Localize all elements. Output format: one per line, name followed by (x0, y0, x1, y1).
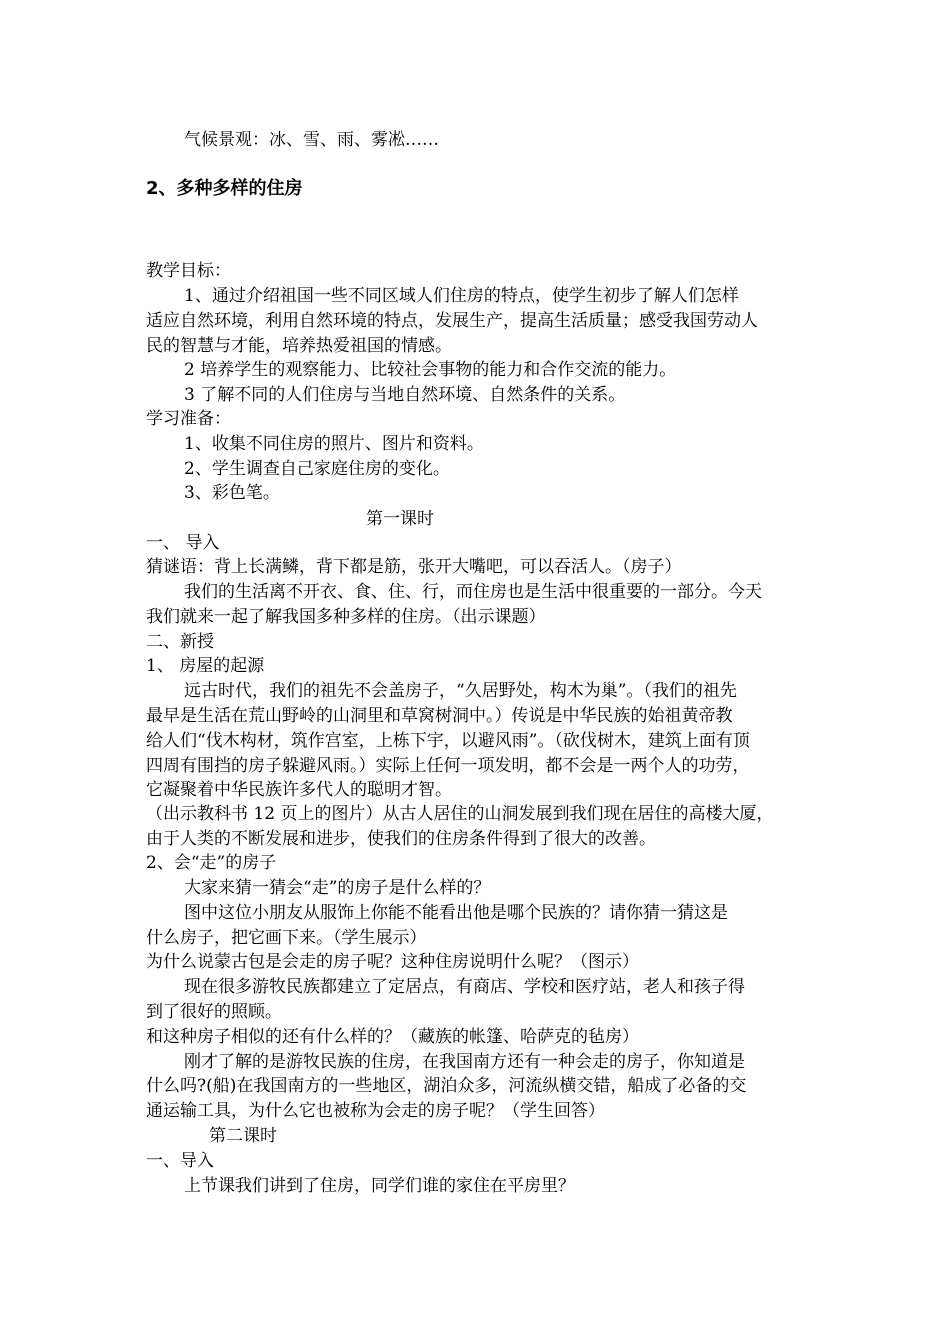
goal-line: 1、通过介绍祖国一些不同区域人们住房的特点，使学生初步了解人们怎样 (184, 286, 739, 306)
lesson-line: 远古时代，我们的祖先不会盖房子，“久居野处，构木为巢”。（我们的祖先 (184, 681, 737, 701)
goals-title: 教学目标： (146, 261, 231, 281)
lesson-line: 图中这位小朋友从服饰上你能不能看出他是哪个民族的？请你猜一猜这是 (184, 903, 728, 923)
lesson-line: 一、 导入 (146, 533, 220, 553)
lesson-line: 2、会“走”的房子 (146, 853, 277, 873)
lesson-line: 一、导入 (146, 1151, 214, 1171)
lesson-line: （出示教科书 12 页上的图片）从古人居住的山洞发展到我们现在居住的高楼大厦， (146, 804, 774, 824)
lesson-line: 我们就来一起了解我国多种多样的住房。（出示课题） (146, 607, 546, 627)
prep-item: 3、彩色笔。 (184, 483, 280, 503)
lesson-line: 大家来猜一猜会“走”的房子是什么样的？ (184, 878, 491, 898)
lesson-line: 最早是生活在荒山野岭的山洞里和草窝树洞中。）传说是中华民族的始祖黄帝教 (146, 706, 733, 726)
goal-line: 民的智慧与才能，培养热爱祖国的情感。 (146, 336, 452, 356)
goal-line: 2 培养学生的观察能力、比较社会事物的能力和合作交流的能力。 (184, 360, 677, 380)
goal-line: 3 了解不同的人们住房与当地自然环境、自然条件的关系。 (184, 385, 626, 405)
prep-item: 1、收集不同住房的照片、图片和资料。 (184, 434, 484, 454)
prep-title: 学习准备： (146, 409, 231, 429)
lesson-line: 给人们“伐木构材，筑作宫室，上栋下宇，以避风雨”。（砍伐树木，建筑上面有顶 (146, 731, 750, 751)
lesson-line: 什么吗?(船)在我国南方的一些地区，湖泊众多，河流纵横交错，船成了必备的交 (146, 1076, 747, 1096)
lesson-line: 由于人类的不断发展和进步，使我们的住房条件得到了很大的改善。 (146, 829, 656, 849)
lesson-line: 上节课我们讲到了住房，同学们谁的家住在平房里？ (184, 1176, 575, 1196)
lesson-line: 现在很多游牧民族都建立了定居点，有商店、学校和医疗站，老人和孩子得 (184, 977, 745, 997)
lesson-line: 四周有围挡的房子躲避风雨。）实际上任何一项发明，都不会是一两个人的功劳， (146, 756, 750, 776)
lesson-line: 我们的生活离不开衣、食、住、行，而住房也是生活中很重要的一部分。今天 (184, 582, 762, 602)
lesson2-title: 第二课时 (209, 1126, 277, 1146)
goal-line: 适应自然环境，利用自然环境的特点，发展生产，提高生活质量；感受我国劳动人 (146, 311, 758, 331)
prep-item: 2、学生调查自己家庭住房的变化。 (184, 459, 450, 479)
section-heading: 2、多种多样的住房 (146, 178, 303, 199)
lesson-line: 刚才了解的是游牧民族的住房，在我国南方还有一种会走的房子，你知道是 (184, 1052, 745, 1072)
lesson-line: 为什么说蒙古包是会走的房子呢？这种住房说明什么呢？（图示） (146, 952, 639, 972)
lesson-line: 通运输工具，为什么它也被称为会走的房子呢？（学生回答） (146, 1101, 605, 1121)
lesson-line: 和这种房子相似的还有什么样的？（藏族的帐篷、哈萨克的毡房） (146, 1027, 639, 1047)
lesson-line: 1、 房屋的起源 (146, 656, 265, 676)
lesson-line: 二、新授 (146, 632, 214, 652)
lesson-line: 什么房子，把它画下来。（学生展示） (146, 928, 427, 948)
climate-line: 气候景观：冰、雪、雨、雾凇…… (184, 130, 439, 150)
lesson-line: 它凝聚着中华民族许多代人的聪明才智。 (146, 780, 452, 800)
lesson1-title: 第一课时 (366, 509, 434, 529)
lesson-line: 猜谜语：背上长满鳞，背下都是筋，张开大嘴吧，可以吞活人。（房子） (146, 557, 682, 577)
lesson-line: 到了很好的照顾。 (146, 1002, 282, 1022)
